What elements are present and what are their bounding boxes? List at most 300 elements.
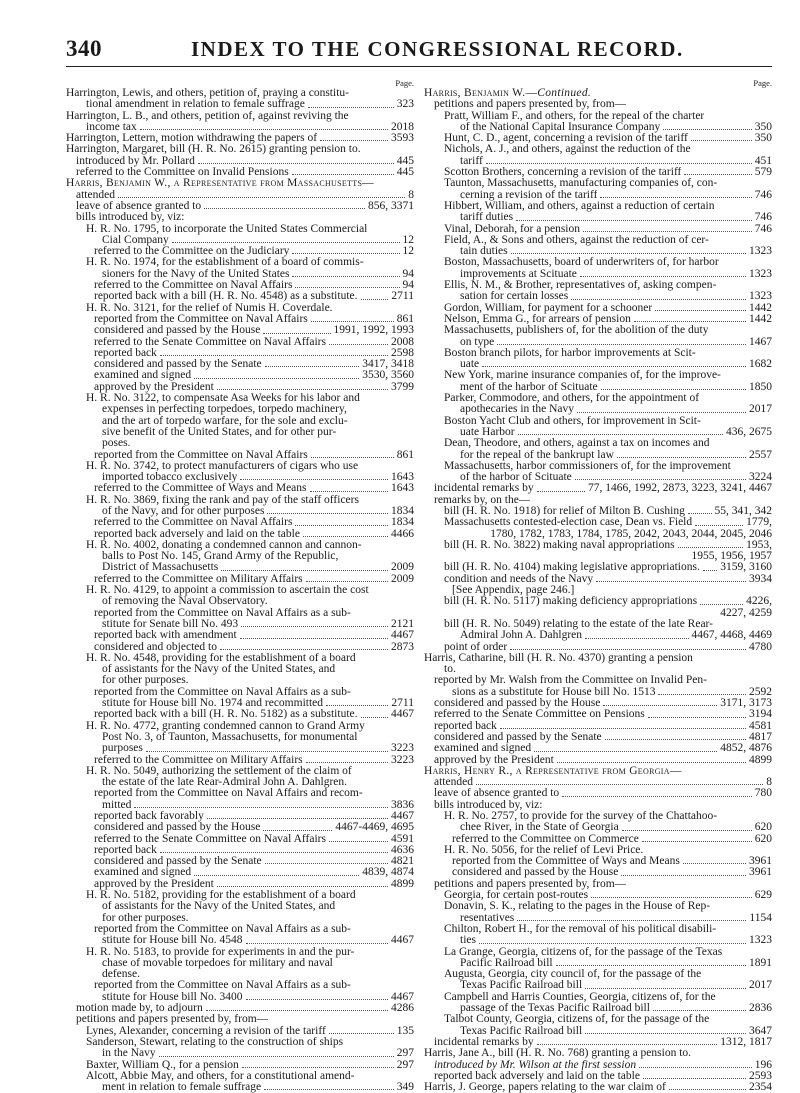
page-ref: 4467 (391, 991, 414, 1003)
entry-text: bill (H. R. No. 1918) for relief of Milton B. Cushing (444, 505, 685, 517)
index-entry (424, 122, 772, 133)
page-ref: 2017 (749, 404, 772, 416)
column-heading: Page. (395, 78, 414, 88)
index-entry (424, 935, 772, 946)
page-ref: 1991, 1992, 1993 (333, 325, 414, 337)
entry-text: tain duties (460, 246, 508, 258)
entry-text: in the Navy (102, 1048, 156, 1060)
entry-text: considered and passed by the House (94, 822, 261, 834)
leader-dots (263, 333, 330, 334)
page-ref: 3223 (391, 743, 414, 755)
leader-dots (621, 875, 746, 876)
entry-text: tariff duties (460, 212, 514, 224)
index-entry (66, 529, 414, 540)
leader-dots (204, 208, 365, 209)
page-ref: 746 (754, 212, 772, 224)
index-entry (66, 212, 414, 223)
entry-text: chase of movable torpedoes for military and naval (102, 957, 333, 969)
page-ref: 4467 (391, 630, 414, 642)
entry-text: [See Appendix, page 246.] (452, 585, 575, 597)
leader-dots (265, 366, 360, 367)
index-entry (66, 879, 414, 890)
leader-dots (246, 999, 388, 1000)
entry-text: to. (444, 664, 456, 676)
entry-text: defense. (102, 969, 140, 981)
leader-dots (140, 129, 388, 130)
leader-dots (134, 807, 388, 808)
index-entry (66, 867, 414, 878)
page-ref: 1323 (749, 935, 772, 947)
leader-dots (639, 1067, 752, 1068)
page-ref: 1682 (749, 359, 772, 371)
entry-text: of the harbor of Scituate (460, 472, 572, 484)
index-entry (66, 1071, 414, 1082)
page-ref: 4466 (391, 528, 414, 540)
index-entry (424, 992, 772, 1003)
leader-dots (146, 751, 388, 752)
index-entry (424, 574, 772, 585)
page-ref: 1442 (749, 302, 772, 314)
index-entry (424, 325, 772, 336)
index-entry (424, 630, 772, 641)
index-entry (66, 619, 414, 630)
index-entry (424, 800, 772, 811)
index-entry (424, 529, 772, 540)
page-ref: 4899 (391, 878, 414, 890)
entry-text: referred to the Committee on Invalid Pensions (76, 167, 289, 179)
index-entry (424, 1014, 772, 1025)
index-entry (424, 404, 772, 415)
page-ref: 861 (396, 313, 414, 325)
entry-text: for the repeal of the bankrupt law (460, 449, 614, 461)
page-ref: 2354 (749, 1082, 772, 1093)
entry-text: referred to the Committee of Ways and Means (94, 483, 307, 495)
index-entry (424, 642, 772, 653)
page-ref: 55, 341, 342 (714, 505, 772, 517)
page-ref: 3223 (391, 754, 414, 766)
page-ref: 2593 (749, 1070, 772, 1082)
page-ref: 3417, 3418 (362, 359, 414, 371)
index-entries (424, 88, 772, 1093)
leader-dots (292, 174, 394, 175)
index-entry (66, 822, 414, 833)
entry-text: Gordon, William, for payment for a schooner (444, 302, 653, 314)
entry-text: reported from the Committee on Naval Affairs as a sub- (94, 607, 351, 619)
entry-text: H. R. No. 1974, for the establishment of a board of commis- (86, 257, 364, 269)
page-ref: 4899 (749, 754, 772, 766)
index-entry (66, 235, 414, 246)
leader-dots (669, 1089, 746, 1090)
entry-text: Boston branch pilots, for harbor improvements at Scit- (444, 347, 696, 359)
entry-text: Taunton, Massachusetts, manufacturing companies of, con- (444, 178, 718, 190)
index-entry (424, 393, 772, 404)
leader-dots (361, 299, 389, 300)
index-entry (66, 190, 414, 201)
entry-text: Field, A., & Sons and others, against the reduction of cer- (444, 234, 709, 246)
page-ref: 856, 3371 (368, 200, 414, 212)
index-entry (424, 608, 772, 619)
index-entry (66, 687, 414, 698)
leader-dots (577, 412, 746, 413)
index-entry (424, 450, 772, 461)
index-entry (424, 416, 772, 427)
index-entry (66, 551, 414, 562)
leader-dots (601, 389, 746, 390)
index-entry (66, 642, 414, 653)
index-entry (66, 257, 414, 268)
entry-text: the estate of the late Rear-Admiral John A. Dahlgren. (102, 777, 348, 789)
leader-dots (292, 253, 399, 254)
entry-text: Harris, Jane A., bill (H. R. No. 768) granting a pension to. (424, 1048, 692, 1060)
leader-dots (703, 570, 717, 571)
entry-text: H. R. No. 3742, to protect manufacturers of cigars who use (86, 460, 359, 472)
page-ref: 196 (754, 1059, 772, 1071)
leader-dots (497, 344, 746, 345)
page-ref: 3194 (749, 709, 772, 721)
index-entry (424, 483, 772, 494)
leader-dots (695, 525, 743, 526)
index-entry (424, 1026, 772, 1037)
page-ref: 746 (754, 189, 772, 201)
leader-dots (518, 434, 723, 435)
page-ref: 2009 (391, 562, 414, 574)
entry-text: H. R. No. 5183, to provide for experiments in and the pur- (86, 946, 355, 958)
leader-dots (159, 1056, 394, 1057)
page-ref: 12 (402, 246, 414, 258)
entry-text: Massachusetts, publishers of, for the abolition of the duty (444, 325, 709, 337)
leader-dots (571, 299, 746, 300)
entry-text: New York, marine insurance companies of, for the improve- (444, 370, 721, 382)
entry-text: bills introduced by, viz: (76, 212, 185, 224)
entry-text: H. R. No. 4548, providing for the establishment of a board (86, 652, 356, 664)
leader-dots (655, 310, 746, 311)
entry-text: Nelson, Emma G., for arrears of pension (444, 313, 631, 325)
leader-dots (267, 513, 388, 514)
entry-text: of removing the Naval Observatory. (102, 596, 268, 608)
entry-text: La Grange, Georgia, citizens of, for the passage of the Texas (444, 946, 723, 958)
entry-text: uate Harbor (460, 426, 515, 438)
page-ref: 349 (396, 1082, 414, 1093)
index-entry (424, 913, 772, 924)
index-entry (66, 88, 414, 99)
leader-dots (303, 536, 388, 537)
leader-dots (585, 988, 746, 989)
entry-text: Post No. 3, of Taunton, Massachusetts, for monumental (102, 731, 358, 743)
entry-text: petitions and papers presented by, from— (434, 878, 627, 890)
leader-dots (658, 694, 746, 695)
index-column-left (66, 78, 414, 1093)
entry-text: uate (460, 359, 480, 371)
entry-text: considered and passed by the Senate (94, 856, 262, 868)
entry-text: Harris, J. George, papers relating to the war claim of (424, 1082, 666, 1093)
leader-dots (683, 863, 746, 864)
entry-text: Scotton Brothers, concerning a revision of the tariff (444, 167, 682, 179)
leader-dots (537, 491, 585, 492)
entry-text: ment in relation to female suffrage (102, 1082, 262, 1093)
leader-dots (292, 276, 399, 277)
entry-text: Harris, Benjamin W., a Representative from Massachusetts— (66, 178, 374, 190)
index-entry (424, 619, 772, 630)
page-ref: 2598 (391, 347, 414, 359)
index-entry (66, 1082, 414, 1093)
entry-text: Alcott, Abbie May, and others, for a constitutional amend- (86, 1070, 355, 1082)
entry-text: reported from the Committee on Naval Affairs and recom- (94, 788, 363, 800)
leader-dots (691, 140, 752, 141)
page-ref: 3224 (749, 472, 772, 484)
leader-dots (310, 491, 388, 492)
entry-text: reported by Mr. Walsh from the Committee on Invalid Pen- (434, 675, 707, 687)
entry-text: sation for certain losses (460, 291, 569, 303)
entry-text: stitute for House bill No. 1974 and recommitted (102, 698, 324, 710)
index-entry (424, 1048, 772, 1059)
entry-text: chee River, in the State of Georgia (460, 822, 619, 834)
index-entry (66, 438, 414, 449)
index-entry (424, 269, 772, 280)
page-ref: 4467 (391, 709, 414, 721)
leader-dots (240, 638, 388, 639)
leader-dots (308, 107, 394, 108)
index-entry (66, 291, 414, 302)
leader-dots (486, 163, 752, 164)
page-ref: 436, 2675 (726, 426, 772, 438)
page-ref: 1643 (391, 472, 414, 484)
entry-text: considered and objected to (94, 641, 217, 653)
index-entry (66, 144, 414, 155)
entry-text: tional amendment in relation to female suffrage (86, 99, 305, 111)
leader-dots (511, 253, 746, 254)
entry-text: mitted (102, 799, 132, 811)
entry-text: Vinal, Deborah, for a pension (444, 223, 580, 235)
entry-text: Lynes, Alexander, concerning a revision of the tariff (86, 1025, 326, 1037)
index-entry (66, 958, 414, 969)
page-header (66, 36, 772, 64)
leader-dots (600, 197, 751, 198)
entry-text: tariff (460, 155, 483, 167)
index-entry (424, 856, 772, 867)
entry-text: stitute for House bill No. 4548 (102, 935, 243, 947)
entry-text: reported from the Committee on Naval Affairs (94, 449, 308, 461)
index-entry (424, 99, 772, 110)
page-ref: 4852, 4876 (720, 743, 772, 755)
page-ref: 94 (402, 280, 414, 292)
index-entry (424, 1071, 772, 1082)
index-entry (424, 811, 772, 822)
index-entry (424, 472, 772, 483)
page-title: INDEX TO THE CONGRESSIONAL RECORD. (191, 37, 684, 61)
page-ref: 4821 (391, 856, 414, 868)
page-ref: 4780 (749, 641, 772, 653)
entry-text: Harrington, Lewis, and others, petition of, praying a constitu- (66, 88, 349, 99)
entry-text: incidental remarks by (434, 483, 534, 495)
index-entry (424, 540, 772, 551)
index-entry (66, 167, 414, 178)
leader-dots (217, 389, 388, 390)
index-entry (424, 348, 772, 359)
entry-text: condition and needs of the Navy (444, 573, 594, 585)
entry-text: purposes (102, 743, 143, 755)
index-entry (66, 325, 414, 336)
entry-text: reported from the Committee of Ways and Means (452, 856, 680, 868)
leader-dots (263, 830, 332, 831)
index-entry (66, 393, 414, 404)
entry-text: ment of the harbor of Scituate (460, 381, 598, 393)
index-entry (424, 438, 772, 449)
leader-dots (172, 242, 400, 243)
page-ref: 77, 1466, 1992, 2873, 3223, 3241, 4467 (588, 483, 772, 495)
index-entry (424, 1037, 772, 1048)
index-entry (424, 585, 772, 596)
entry-text: resentatives (460, 912, 515, 924)
leader-dots (329, 841, 388, 842)
index-entry (424, 664, 772, 675)
page-ref: 620 (754, 822, 772, 834)
index-entry (424, 359, 772, 370)
index-entry (66, 913, 414, 924)
page-ref: 780 (754, 788, 772, 800)
index-entry (424, 235, 772, 246)
leader-dots (329, 344, 388, 345)
index-entry (424, 562, 772, 573)
entry-text: H. R. No. 1795, to incorporate the United States Commercial (86, 223, 368, 235)
index-entry (66, 201, 414, 212)
index-entry (66, 980, 414, 991)
leader-dots (516, 220, 752, 221)
page-ref: 3961 (749, 867, 772, 879)
entry-text: referred to the Senate Committee on Pensions (434, 709, 645, 721)
index-entry (424, 461, 772, 472)
entry-text: 1955, 1956, 1957 (691, 551, 772, 563)
entry-text: attended (76, 189, 115, 201)
leader-dots (306, 581, 388, 582)
index-entry (66, 630, 414, 641)
index-entry (424, 291, 772, 302)
entry-text: Campbell and Harris Counties, Georgia, citizens of, for the (444, 991, 716, 1003)
entry-text: Ellis, N. M., & Brother, representatives of, asking compen- (444, 280, 717, 292)
page-ref: 3593 (391, 133, 414, 145)
page-ref: 2711 (391, 291, 414, 303)
entry-text: point of order (444, 641, 508, 653)
index-entry (66, 788, 414, 799)
leader-dots (603, 705, 717, 706)
index-entry (424, 337, 772, 348)
index-entry (424, 675, 772, 686)
page-ref: 3159, 3160 (720, 562, 772, 574)
leader-dots (326, 705, 388, 706)
page-ref: 451 (754, 155, 772, 167)
entry-text: Nichols, A. J., and others, against the reduction of the (444, 144, 691, 156)
leader-dots (295, 525, 388, 526)
entry-text: of assistants for the Navy of the United States, and (102, 901, 336, 913)
index-entry (66, 483, 414, 494)
leader-dots (118, 197, 405, 198)
entry-text: bill (H. R. No. 5049) relating to the estate of the late Rear- (444, 618, 713, 630)
page-ref: 2557 (749, 449, 772, 461)
page-ref: 2121 (391, 618, 414, 630)
entry-text: sive benefit of the United States, and for other pur- (102, 426, 337, 438)
index-entry (66, 540, 414, 551)
entry-text: of assistants for the Navy of the United States, and (102, 664, 336, 676)
index-entry (424, 133, 772, 144)
index-entry (66, 506, 414, 517)
index-entry (424, 969, 772, 980)
index-entry (424, 212, 772, 223)
entry-text: Harrington, L. B., and others, petition of, against reviving the (66, 110, 349, 122)
index-entry (424, 88, 772, 99)
entry-text: H. R. No. 5056, for the relief of Levi Price. (444, 844, 644, 856)
page-ref: 297 (396, 1048, 414, 1060)
index-entry (424, 901, 772, 912)
entry-text: incidental remarks by (434, 1036, 534, 1048)
entry-text: bill (H. R. No. 5117) making deficiency appropriations (444, 596, 698, 608)
page-ref: 3647 (749, 1025, 772, 1037)
entry-text: Chilton, Robert H., for the removal of his political disabili- (444, 923, 717, 935)
index-entry (424, 845, 772, 856)
entry-text: remarks by, on the— (434, 494, 531, 506)
entry-text: considered and passed by the House (94, 325, 261, 337)
entry-text: referred to the Committee on Military Affairs (94, 573, 303, 585)
leader-dots (479, 943, 746, 944)
index-entry (424, 224, 772, 235)
index-entry (424, 280, 772, 291)
index-entry (424, 788, 772, 799)
entry-text: of the Navy, and for other purposes (102, 505, 265, 517)
entry-text: District of Massachusetts (102, 562, 219, 574)
index-column-right (424, 78, 772, 1093)
leader-dots (320, 140, 388, 141)
entry-text: H. R. No. 4129, to appoint a commission to ascertain the cost (86, 585, 369, 597)
entry-text: Pratt, William F., and others, for the repeal of the charter (444, 110, 705, 122)
index-entry (66, 675, 414, 686)
leader-dots (643, 1078, 746, 1079)
page-ref: 629 (754, 890, 772, 902)
page-ref: 746 (754, 223, 772, 235)
index-entry (66, 709, 414, 720)
index-entry (66, 246, 414, 257)
index-entry (66, 845, 414, 856)
leader-dots (648, 717, 746, 718)
entry-text: introduced by Mr. Wilson at the first session (434, 1059, 637, 1071)
page-ref: 3171, 3173 (720, 698, 772, 710)
index-entry (66, 1014, 414, 1025)
index-entry (66, 992, 414, 1003)
page-ref: 1953, (746, 539, 772, 551)
leader-dots (264, 1089, 394, 1090)
entry-text: cerning a revision of the tariff (460, 189, 598, 201)
page-ref: 3799 (391, 381, 414, 393)
page-ref: 94 (402, 268, 414, 280)
index-entry (424, 596, 772, 607)
page-ref: 1442 (749, 313, 772, 325)
leader-dots (622, 830, 752, 831)
entry-text: poses. (102, 438, 131, 450)
leader-dots (295, 287, 399, 288)
entry-text: and the art of torpedo warfare, for the sole and exclu- (102, 415, 348, 427)
entry-text: Harrington, Margaret, bill (H. R. No. 2615) granting pension to. (66, 144, 361, 156)
entry-text: introduced by Mr. Pollard (76, 155, 195, 167)
page-ref: 350 (754, 121, 772, 133)
page-ref: 1643 (391, 483, 414, 495)
leader-dots (160, 852, 388, 853)
page-ref: 1467 (749, 336, 772, 348)
entry-text: Texas Pacific Railroad bill (460, 1025, 583, 1037)
leader-dots (242, 1067, 394, 1068)
entry-text: on type (460, 336, 495, 348)
index-entry (66, 721, 414, 732)
page-ref: 2873 (391, 641, 414, 653)
leader-dots (562, 796, 752, 797)
index-entry (424, 314, 772, 325)
leader-dots (311, 457, 394, 458)
